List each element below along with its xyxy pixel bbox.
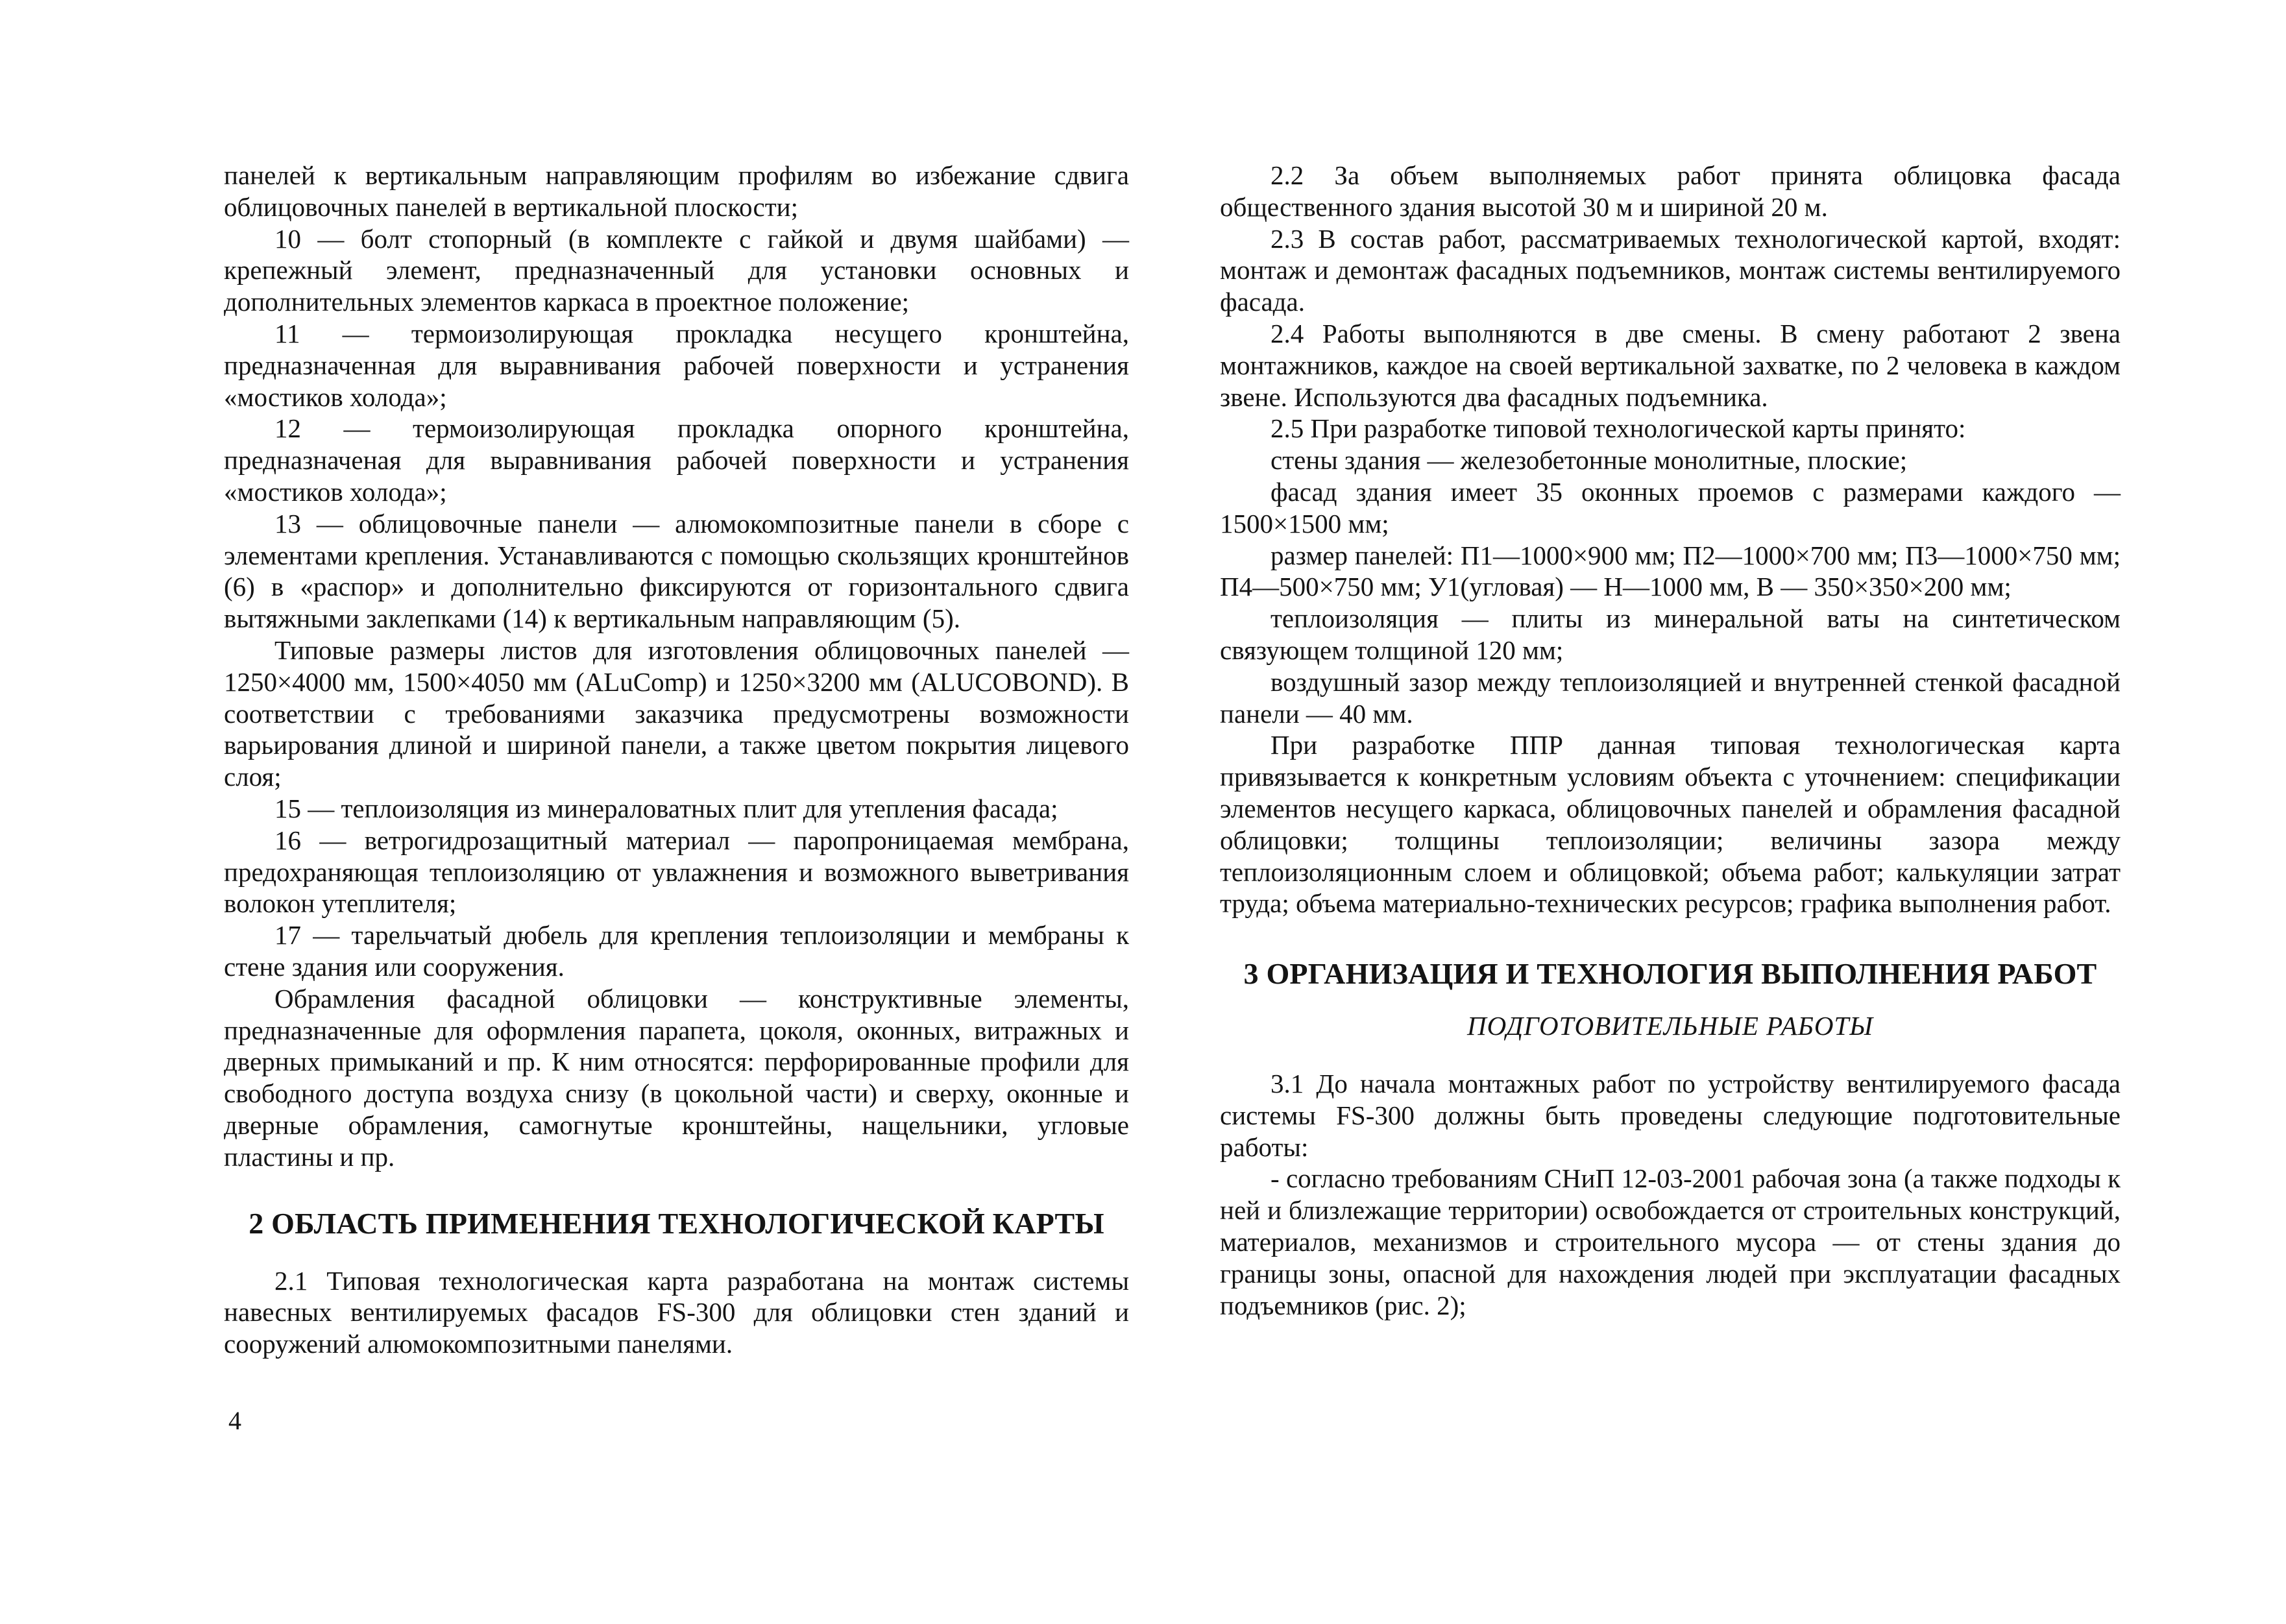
- paragraph: 12 — термоизолирующая прокладка опорного кронштейна, предназначеная для выравнивания рабочей поверхности и устранения «мостиков холода»;: [224, 413, 1129, 507]
- page-number: 4: [228, 1406, 241, 1435]
- paragraph: 17 — тарельчатый дюбель для крепления теплоизоляции и мембраны к стене здания или сооружения.: [224, 920, 1129, 982]
- paragraph: 2.1 Типовая технологическая карта разработана на монтаж системы навесных вентилируемых фасадов FS-300 для облицовки стен зданий и сооружений алюмокомпозитными панелями.: [224, 1265, 1129, 1359]
- right-column: [1220, 160, 2121, 1321]
- paragraph: теплоизоляция — плиты из минеральной ваты на синтетическом связующем толщиной 120 мм;: [1220, 603, 2121, 665]
- paragraph: 2.5 При разработке типовой технологической карты принято:: [1271, 413, 1966, 444]
- paragraph: 15 — теплоизоляция из минераловатных плит для утепления фасада;: [274, 793, 1058, 823]
- paragraph: Типовые размеры листов для изготовления облицовочных панелей — 1250×4000 мм, 1500×4050 мм (ALuComp) и 1250×3200 мм (ALUCOBOND). В соответствии с требованиями заказчика предусмотрены возможности варьирования длиной и шириной панели, а также цветом покрытия лицевого слоя;: [224, 635, 1129, 792]
- paragraph: 2.4 Работы выполняются в две смены. В смену работают 2 звена монтажников, каждое на своей вертикальной захватке, по 2 человека в каждом звене. Используются два фасадных подъемника.: [1220, 318, 2121, 412]
- paragraph: 10 — болт стопорный (в комплекте с гайкой и двумя шайбами) — крепежный элемент, предназначенный для установки основных и дополнительных элементов каркаса в проектное положение;: [224, 223, 1129, 317]
- subsection-heading: ПОДГОТОВИТЕЛЬНЫЕ РАБОТЫ: [1466, 1011, 1874, 1041]
- paragraph: 3.1 До начала монтажных работ по устройству вентилируемого фасада системы FS-300 должны быть проведены следующие подготовительные работы:: [1220, 1068, 2121, 1162]
- left-column: [224, 160, 1129, 1360]
- paragraph: 13 — облицовочные панели — алюмокомпозитные панели в сборе с элементами крепления. Устанавливаются с помощью скользящих кронштейнов (6) в «распор» и дополнительно фиксируются от горизонтального сдвига вытяжными заклепками (14) к вертикальным направляющим (5).: [224, 508, 1129, 634]
- paragraph: стены здания — железобетонные монолитные, плоские;: [1271, 445, 1908, 476]
- paragraph: - согласно требованиям СНиП 12-03-2001 рабочая зона (а также подходы к ней и близлежащие территории) освобождается от строительных конструкций, материалов, механизмов и строительного мусора — от стены здания до границы зоны, опасной для нахождения людей при эксплуатации фасадных подъемников (рис. 2);: [1220, 1163, 2121, 1320]
- paragraph: панелей к вертикальным направляющим профилям во избежание сдвига облицовочных панелей в вертикальной плоскости;: [224, 160, 1129, 222]
- paragraph: 11 — термоизолирующая прокладка несущего кронштейна, предназначенная для выравнивания рабочей поверхности и устранения «мостиков холода»;: [224, 318, 1129, 412]
- paragraph: 2.2 За объем выполняемых работ принята облицовка фасада общественного здания высотой 30 м и шириной 20 м.: [1220, 160, 2121, 222]
- section-heading: 2 ОБЛАСТЬ ПРИМЕНЕНИЯ ТЕХНОЛОГИЧЕСКОЙ КАРТЫ: [249, 1206, 1104, 1240]
- section-heading: 3 ОРГАНИЗАЦИЯ И ТЕХНОЛОГИЯ ВЫПОЛНЕНИЯ РАБОТ: [1243, 957, 2097, 991]
- paragraph: 2.3 В состав работ, рассматриваемых технологической картой, входят: монтаж и демонтаж фасадных подъемников, монтаж системы вентилируемого фасада.: [1220, 223, 2121, 317]
- paragraph: фасад здания имеет 35 оконных проемов с размерами каждого — 1500×1500 мм;: [1220, 476, 2121, 539]
- paragraph: При разработке ППР данная типовая технологическая карта привязывается к конкретным условиям объекта с уточнением: спецификации элементов несущего каркаса, облицовочных панелей и обрамления фасадной облицовки; толщины теплоизоляции; величины зазора между теплоизоляционным слоем и облицовкой; объема работ; калькуляции затрат труда; объема материально-технических ресурсов; графика выполнения работ.: [1220, 730, 2121, 919]
- paragraph: размер панелей: П1—1000×900 мм; П2—1000×700 мм; П3—1000×750 мм; П4—500×750 мм; У1(угловая) — Н—1000 мм, В — 350×350×200 мм;: [1220, 540, 2121, 602]
- paragraph: Обрамления фасадной облицовки — конструктивные элементы, предназначенные для оформления парапета, цоколя, оконных, витражных и дверных примыканий и пр. К ним относятся: перфорированные профили для свободного доступа воздуха снизу (в цокольной части) и сверху, оконные и дверные обрамления, самогнутые кронштейны, нащельники, угловые пластины и пр.: [224, 983, 1129, 1172]
- paragraph: 16 — ветрогидрозащитный материал — паропроницаемая мембрана, предохраняющая теплоизоляцию от увлажнения и возможного выветривания волокон утеплителя;: [224, 825, 1129, 919]
- paragraph: воздушный зазор между теплоизоляцией и внутренней стенкой фасадной панели — 40 мм.: [1220, 666, 2121, 729]
